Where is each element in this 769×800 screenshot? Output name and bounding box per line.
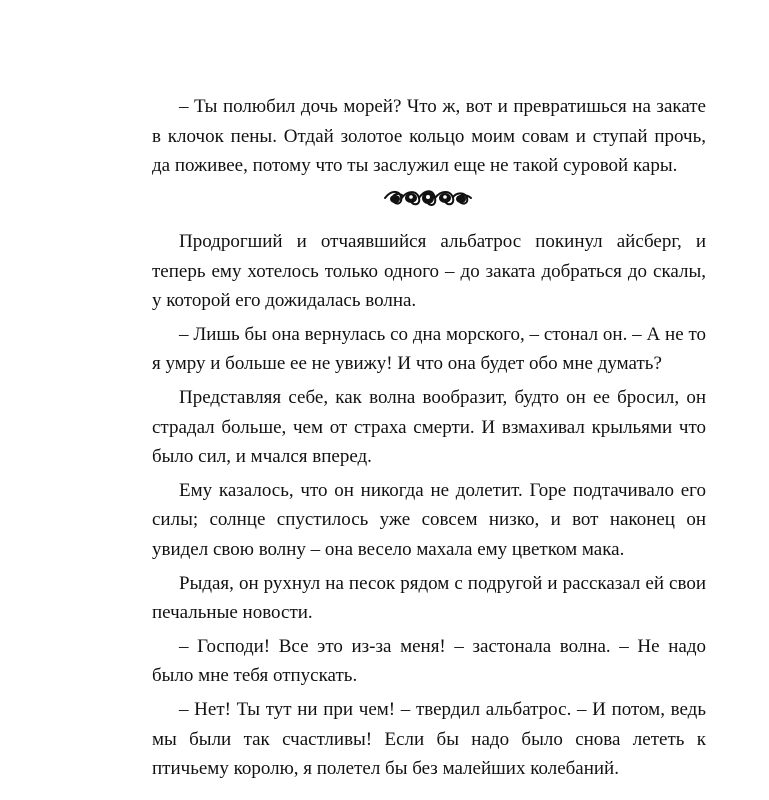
floral-ornament-divider-icon [381,186,475,210]
paragraph: – Ты полюбил дочь морей? Что ж, вот и превратишься на закате в клочок пены. Отдай золотое кольцо моим совам и ступай прочь, да поживее, потому что ты заслужил еще не такой суровой кары. [152,96,706,177]
paragraph: Представляя себе, как волна вообразит, будто он ее бросил, он страдал больше, чем от страха смерти. И взмахивал крыльями что было сил, и мчался вперед. [152,386,706,468]
paragraph: – Господи! Все это из-за меня! – застонала волна. – Не надо было мне тебя отпускать. [152,635,706,687]
paragraph: – Нет! Ты тут ни при чем! – твердил альбатрос. – И потом, ведь мы были так счастливы! Если бы надо было снова лететь к птичьему королю, я полетел бы без малейших колебаний. [152,698,706,780]
paragraph: – Лишь бы она вернулась со дна морского, – стонал он. – А не то я умру и больше ее не увижу! И что она будет обо мне думать? [152,323,706,375]
text-block-main [152,227,706,784]
paragraph: Рыдая, он рухнул на песок рядом с подругой и рассказал ей свои печальные новости. [152,572,706,624]
paragraph: Ему казалось, что он никогда не долетит. Горе подтачивало его силы; солнце спустилось уже совсем низко, и вот наконец он увидел свою волну – она весело махала ему цветком мака. [152,479,706,560]
paragraph: Продрогший и отчаявшийся альбатрос покинул айсберг, и теперь ему хотелось только одного – до заката добраться до скалы, у которой его дожидалась волна. [152,231,706,312]
text-block-top [152,92,706,181]
